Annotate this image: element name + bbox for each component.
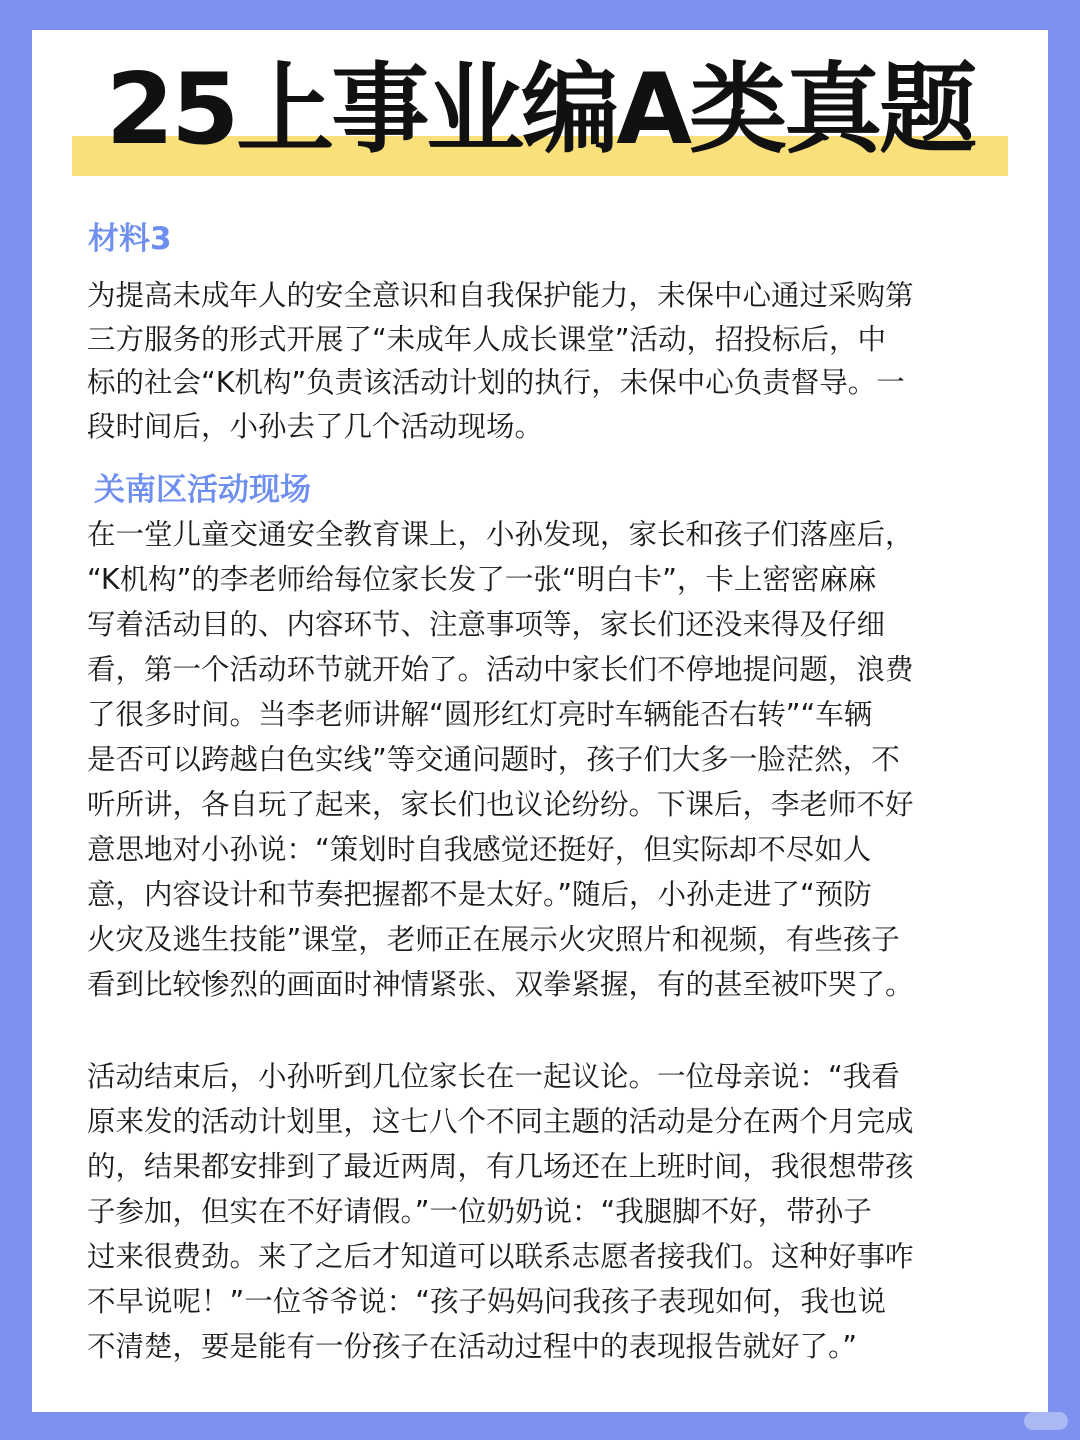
text-line: 不早说呢！”一位爷爷说：“孩子妈妈问我孩子表现如何，我也说 — [87, 1285, 887, 1318]
paragraph-site-scene — [87, 512, 1033, 1007]
text-line: 意思地对小孙说：“策划时自我感觉还挺好，但实际却不尽如人 — [87, 833, 872, 866]
text-line: 标的社会“K机构”负责该活动计划的执行，未保中心负责督导。一 — [87, 366, 905, 399]
text-line: 三方服务的形式开展了“未成年人成长课堂”活动，招投标后，中 — [87, 322, 887, 356]
section-heading-site: 关南区活动现场 — [94, 472, 311, 508]
text-line: 看，第一个活动环节就开始了。活动中家长们不停地提问题，浪费 — [87, 653, 914, 686]
text-line: 火灾及逃生技能”课堂，老师正在展示火灾照片和视频，有些孩子 — [87, 923, 900, 956]
text-line: “K机构”的李老师给每位家长发了一张“明白卡”，卡上密密麻麻 — [87, 563, 877, 596]
text-line: 子参加，但实在不好请假。”一位奶奶说：“我腿脚不好，带孙子 — [87, 1195, 872, 1228]
paragraph-parent-comments — [87, 1054, 1033, 1369]
text-line: 意，内容设计和节奏把握都不是太好。”随后，小孙走进了“预防 — [87, 878, 872, 911]
text-line: 活动结束后，小孙听到几位家长在一起议论。一位母亲说：“我看 — [87, 1060, 900, 1093]
watermark-logo — [1024, 1412, 1068, 1430]
text-line: 过来很费劲。来了之后才知道可以联系志愿者接我们。这种好事咋 — [87, 1240, 914, 1273]
text-line: 写着活动目的、内容环节、注意事项等，家长们还没来得及仔细 — [87, 608, 886, 641]
text-line: 段时间后，小孙去了几个活动现场。 — [87, 409, 544, 443]
text-line: 原来发的活动计划里，这七八个不同主题的活动是分在两个月完成 — [87, 1105, 914, 1138]
paragraph-intro — [87, 274, 1033, 448]
text-line: 看到比较惨烈的画面时神情紧张、双拳紧握，有的甚至被吓哭了。 — [87, 968, 914, 1001]
title-block — [72, 50, 1008, 170]
text-line: 在一堂儿童交通安全教育课上，小孙发现，家长和孩子们落座后， — [87, 518, 914, 551]
text-line: 不清楚，要是能有一份孩子在活动过程中的表现报告就好了。” — [87, 1330, 858, 1363]
text-line: 听所讲，各自玩了起来，家长们也议论纷纷。下课后，李老师不好 — [87, 788, 914, 821]
section-heading-material: 材料3 — [88, 221, 172, 257]
document-card — [32, 30, 1048, 1412]
text-line: 了很多时间。当李老师讲解“圆形红灯亮时车辆能否右转”“车辆 — [87, 698, 873, 731]
text-line: 为提高未成年人的安全意识和自我保护能力，未保中心通过采购第 — [87, 279, 914, 312]
text-line: 是否可以跨越白色实线”等交通问题时，孩子们大多一脸茫然，不 — [87, 743, 900, 776]
text-line: 的，结果都安排到了最近两周，有几场还在上班时间，我很想带孩 — [87, 1150, 914, 1183]
page-title: 25上事业编A类真题 — [105, 53, 975, 167]
